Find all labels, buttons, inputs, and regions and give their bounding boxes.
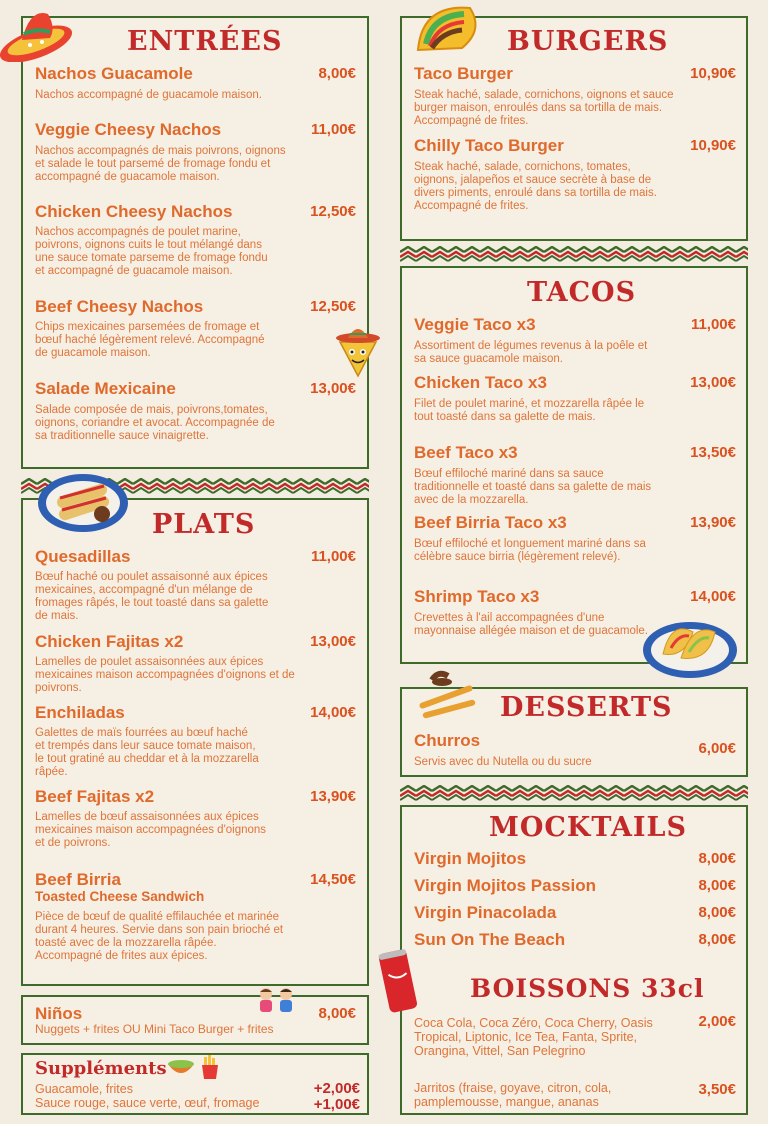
taco-price-4: 14,00€ — [690, 588, 736, 605]
plat-price-0: 11,00€ — [310, 548, 356, 565]
plat-name-4: Beef Birria — [35, 870, 121, 889]
plat-name-0: Quesadillas — [35, 547, 131, 566]
dessert-desc-0: Servis avec du Nutella ou du sucre — [414, 756, 592, 768]
burger-price-0: 10,90€ — [690, 65, 736, 82]
entree-price-0: 8,00€ — [318, 65, 356, 82]
fries-icon — [199, 1055, 221, 1079]
mocktail-price-2: 8,00€ — [698, 904, 736, 921]
taco-desc-0: Assortiment de légumes revenus à la poêle et sa sauce guacamole maison. — [414, 340, 648, 365]
mocktail-name-2: Virgin Pinacolada — [414, 903, 557, 922]
entrees-title: ENTRÉES — [127, 26, 283, 57]
entree-desc-4: Salade composée de mais, poivrons,tomates, oignons, coriandre et avocat. Accompagnée de sa traditionnelle sauce vinaigrette. — [35, 404, 275, 442]
enchilada-plate-icon — [36, 470, 131, 536]
zigzag-divider — [400, 246, 748, 262]
taco-price-1: 13,00€ — [690, 374, 736, 391]
burger-desc-0: Steak haché, salade, cornichons, oignons et sauce burger maison, enroulés dans sa tortilla de mais. Accompagné de frites. — [414, 89, 674, 127]
mocktail-price-0: 8,00€ — [698, 850, 736, 867]
burgers-title: BURGERS — [507, 26, 669, 57]
entree-desc-0: Nachos accompagné de guacamole maison. — [35, 89, 262, 101]
burger-name-0: Taco Burger — [414, 64, 513, 83]
plat-name-3: Beef Fajitas x2 — [35, 787, 155, 806]
entree-desc-2: Nachos accompagnés de poulet marine, poivrons, oignons cuits le tout mélangé dans une sauce tomate parseme de fromage fondu et accompagné de guacamole maison. — [35, 226, 268, 277]
supplement-label-1: Sauce rouge, sauce verte, œuf, fromage — [35, 1096, 260, 1110]
taco-desc-2: Bœuf effiloché mariné dans sa sauce traditionnelle et toasté dans sa galette de mais avec de la mozzarella. — [414, 468, 652, 506]
boisson-desc-1: Jarritos (fraise, goyave, citron, cola, pamplemousse, mangue, ananas — [414, 1081, 612, 1109]
entree-name-1: Veggie Cheesy Nachos — [35, 120, 222, 139]
dessert-price-0: 6,00€ — [698, 740, 736, 757]
entree-desc-3: Chips mexicaines parsemées de fromage et bœuf haché légèrement relevé. Accompagné de guacamole maison. — [35, 321, 265, 359]
taco-name-2: Beef Taco x3 — [414, 443, 518, 462]
entree-price-1: 11,00€ — [310, 121, 356, 138]
supplement-price-0: +2,00€ — [313, 1080, 360, 1097]
plat-name-1: Chicken Fajitas x2 — [35, 632, 184, 651]
boisson-price-0: 2,00€ — [698, 1013, 736, 1030]
taco-desc-4: Crevettes à l'ail accompagnées d'une mayonnaise allégée maison et de guacamole. — [414, 612, 648, 637]
plat-desc-3: Lamelles de bœuf assaisonnées aux épices mexicaines maison accompagnées d'oignons et de poivrons. — [35, 811, 267, 849]
taco-name-3: Beef Birria Taco x3 — [414, 513, 567, 532]
plat-price-2: 14,00€ — [310, 704, 356, 721]
boisson-desc-0: Coca Cola, Coca Zéro, Coca Cherry, Oasis Tropical, Liptonic, Ice Tea, Fanta, Sprite, Orangina, Vittel, San Pelegrino — [414, 1016, 653, 1058]
taco-icon — [412, 0, 490, 56]
entree-name-2: Chicken Cheesy Nachos — [35, 202, 233, 221]
plat-desc-4: Pièce de bœuf de qualité effilauchée et marinée durant 4 heures. Servie dans son pain brioché et toasté avec de la mozzarella râpée. Accompagné de frites aux épices. — [35, 911, 284, 962]
plat-desc-0: Bœuf haché ou poulet assaisonné aux épices mexicaines, accompagné d'un mélange de fromages râpés, le tout toasté dans sa galette de mais. — [35, 571, 269, 622]
boisson-price-1: 3,50€ — [698, 1081, 736, 1098]
supplements-title: Suppléments — [35, 1058, 167, 1079]
taco-price-3: 13,90€ — [690, 514, 736, 531]
kids-icon — [252, 986, 300, 1016]
dessert-name-0: Churros — [414, 731, 481, 750]
sombrero-icon — [0, 0, 78, 62]
plat-name-2: Enchiladas — [35, 703, 125, 722]
taco-plate-icon — [641, 610, 739, 682]
taco-name-1: Chicken Taco x3 — [414, 373, 547, 392]
mocktail-price-1: 8,00€ — [698, 877, 736, 894]
entree-price-4: 13,00€ — [310, 380, 356, 397]
zigzag-divider — [400, 785, 748, 801]
plat-price-4: 14,50€ — [310, 871, 356, 888]
taco-price-0: 11,00€ — [690, 316, 736, 333]
plat-desc-2: Galettes de maïs fourrées au bœuf haché et trempés dans leur sauce tomate maison, le tout gratiné au cheddar et à la mozzarella râpée. — [35, 727, 259, 778]
entree-price-3: 12,50€ — [310, 298, 356, 315]
mocktail-name-1: Virgin Mojitos Passion — [414, 876, 596, 895]
burger-desc-1: Steak haché, salade, cornichons, tomates, oignons, jalapeños et sauce secrète à base de divers piments, enroulé dans sa tortilla de mais. Accompagné de frites. — [414, 161, 657, 212]
taco-name-0: Veggie Taco x3 — [414, 315, 536, 334]
supplement-price-1: +1,00€ — [313, 1096, 360, 1113]
mocktail-name-0: Virgin Mojitos — [414, 849, 527, 868]
plat-price-1: 13,00€ — [310, 633, 356, 650]
taco-price-2: 13,50€ — [690, 444, 736, 461]
boissons-title: BOISSONS 33cl — [470, 974, 705, 1003]
desserts-title: DESSERTS — [500, 692, 673, 723]
soda-can-icon — [378, 945, 418, 1017]
mocktails-title: MOCKTAILS — [489, 812, 688, 843]
mocktail-name-3: Sun On The Beach — [414, 930, 566, 949]
guacamole-bowl-icon — [166, 1056, 196, 1078]
burger-name-1: Chilly Taco Burger — [414, 136, 564, 155]
entree-desc-1: Nachos accompagnés de mais poivrons, oignons et salade le tout parsemé de fromage fondu et accompagné de guacamole maison. — [35, 145, 286, 183]
taco-name-4: Shrimp Taco x3 — [414, 587, 540, 606]
entree-name-3: Beef Cheesy Nachos — [35, 297, 204, 316]
nacho-mascot-icon — [332, 320, 384, 380]
entree-name-4: Salade Mexicaine — [35, 379, 176, 398]
burger-price-1: 10,90€ — [690, 137, 736, 154]
plat-subname-4: Toasted Cheese Sandwich — [35, 889, 205, 904]
tacos-title: TACOS — [527, 277, 637, 308]
ninos-price: 8,00€ — [318, 1005, 356, 1022]
supplement-label-0: Guacamole, frites — [35, 1082, 133, 1096]
taco-desc-1: Filet de poulet mariné, et mozzarella râpée le tout toasté dans sa galette de mais. — [414, 398, 645, 423]
ninos-name: Niños — [35, 1004, 83, 1023]
mocktail-price-3: 8,00€ — [698, 931, 736, 948]
churros-icon — [414, 666, 482, 722]
plat-desc-1: Lamelles de poulet assaisonnées aux épices mexicaines maison accompagnées d'oignons et de poivrons. — [35, 656, 295, 694]
entree-name-0: Nachos Guacamole — [35, 64, 193, 83]
taco-desc-3: Bœuf effiloché et longuement mariné dans sa célèbre sauce birria (légèrement relevé). — [414, 538, 646, 563]
ninos-desc: Nuggets + frites OU Mini Taco Burger + frites — [35, 1022, 274, 1036]
plats-title: PLATS — [152, 509, 256, 540]
plat-price-3: 13,90€ — [310, 788, 356, 805]
entree-price-2: 12,50€ — [310, 203, 356, 220]
